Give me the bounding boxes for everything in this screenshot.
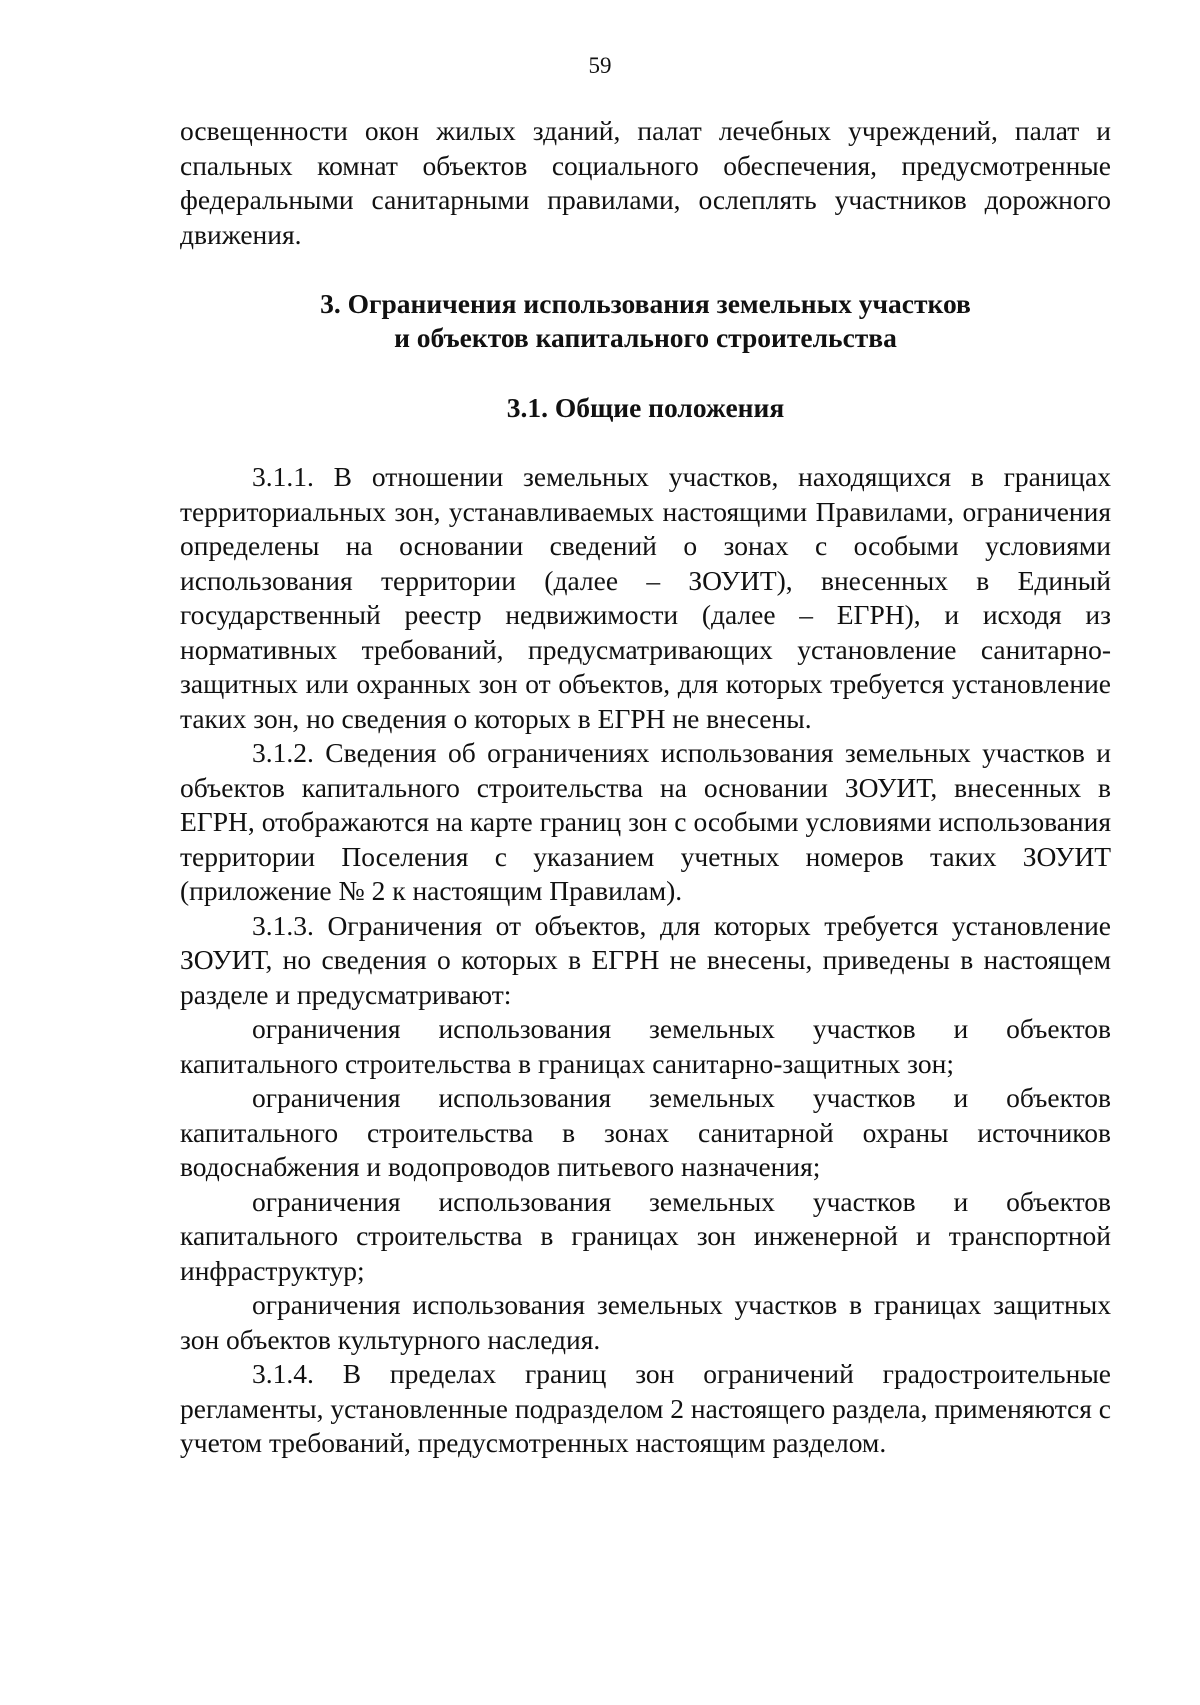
paragraph-3-1-2: 3.1.2. Сведения об ограничениях использования земельных участков и объектов капитального строительства на основании ЗОУИТ, внесенных в ЕГРН, отображаются на карте границ зон с особыми условиями использования территории Поселения с указанием учетных номеров таких ЗОУИТ (приложение № 2 к настоящим Правилам). xyxy=(180,737,1111,906)
document-body xyxy=(180,114,1111,1461)
intro-paragraph: освещенности окон жилых зданий, палат лечебных учреждений, палат и спальных комнат объектов социального обеспечения, предусмотренные федеральными санитарными правилами, ослеплять участников дорожного движения. xyxy=(180,115,1111,250)
subsection-heading: 3.1. Общие положения xyxy=(506,392,785,423)
section-heading-line-2: и объектов капитального строительства xyxy=(394,322,897,353)
paragraph-3-1-3: 3.1.3. Ограничения от объектов, для которых требуется установление ЗОУИТ, но сведения о которых в ЕГРН не внесены, приведены в настоящем разделе и предусматривают: xyxy=(180,909,1111,1010)
paragraph-3-1-1: 3.1.1. В отношении земельных участков, находящихся в границах территориальных зон, устанавливаемых настоящими Правилами, ограничения определены на основании сведений о зонах с особыми условиями использования территории (далее – ЗОУИТ), внесенных в Единый государственный реестр недвижимости (далее – ЕГРН), и исходя из нормативных требований, предусматривающих установление санитарно-защитных или охранных зон от объектов, для которых требуется установление таких зон, но сведения о которых в ЕГРН не внесены. xyxy=(180,461,1111,734)
paragraph-3-1-4: 3.1.4. В пределах границ зон ограничений градостроительные регламенты, установленные подразделом 2 настоящего раздела, применяются с учетом требований, предусмотренных настоящим разделом. xyxy=(180,1358,1111,1458)
list-item-infrastructure-zones: ограничения использования земельных участков и объектов капитального строительства в границах зон инженерной и транспортной инфраструктур; xyxy=(180,1185,1111,1286)
list-item-sanitary-zones: ограничения использования земельных участков и объектов капитального строительства в границах санитарно-защитных зон; xyxy=(180,1013,1111,1079)
section-heading-line-1: 3. Ограничения использования земельных участков xyxy=(320,288,971,319)
page-number: 59 xyxy=(588,53,612,78)
list-item-water-protection-zones: ограничения использования земельных участков и объектов капитального строительства в зонах санитарной охраны источников водоснабжения и водопроводов питьевого назначения; xyxy=(180,1082,1111,1182)
list-item-heritage-zones: ограничения использования земельных участков в границах защитных зон объектов культурного наследия. xyxy=(180,1289,1111,1355)
